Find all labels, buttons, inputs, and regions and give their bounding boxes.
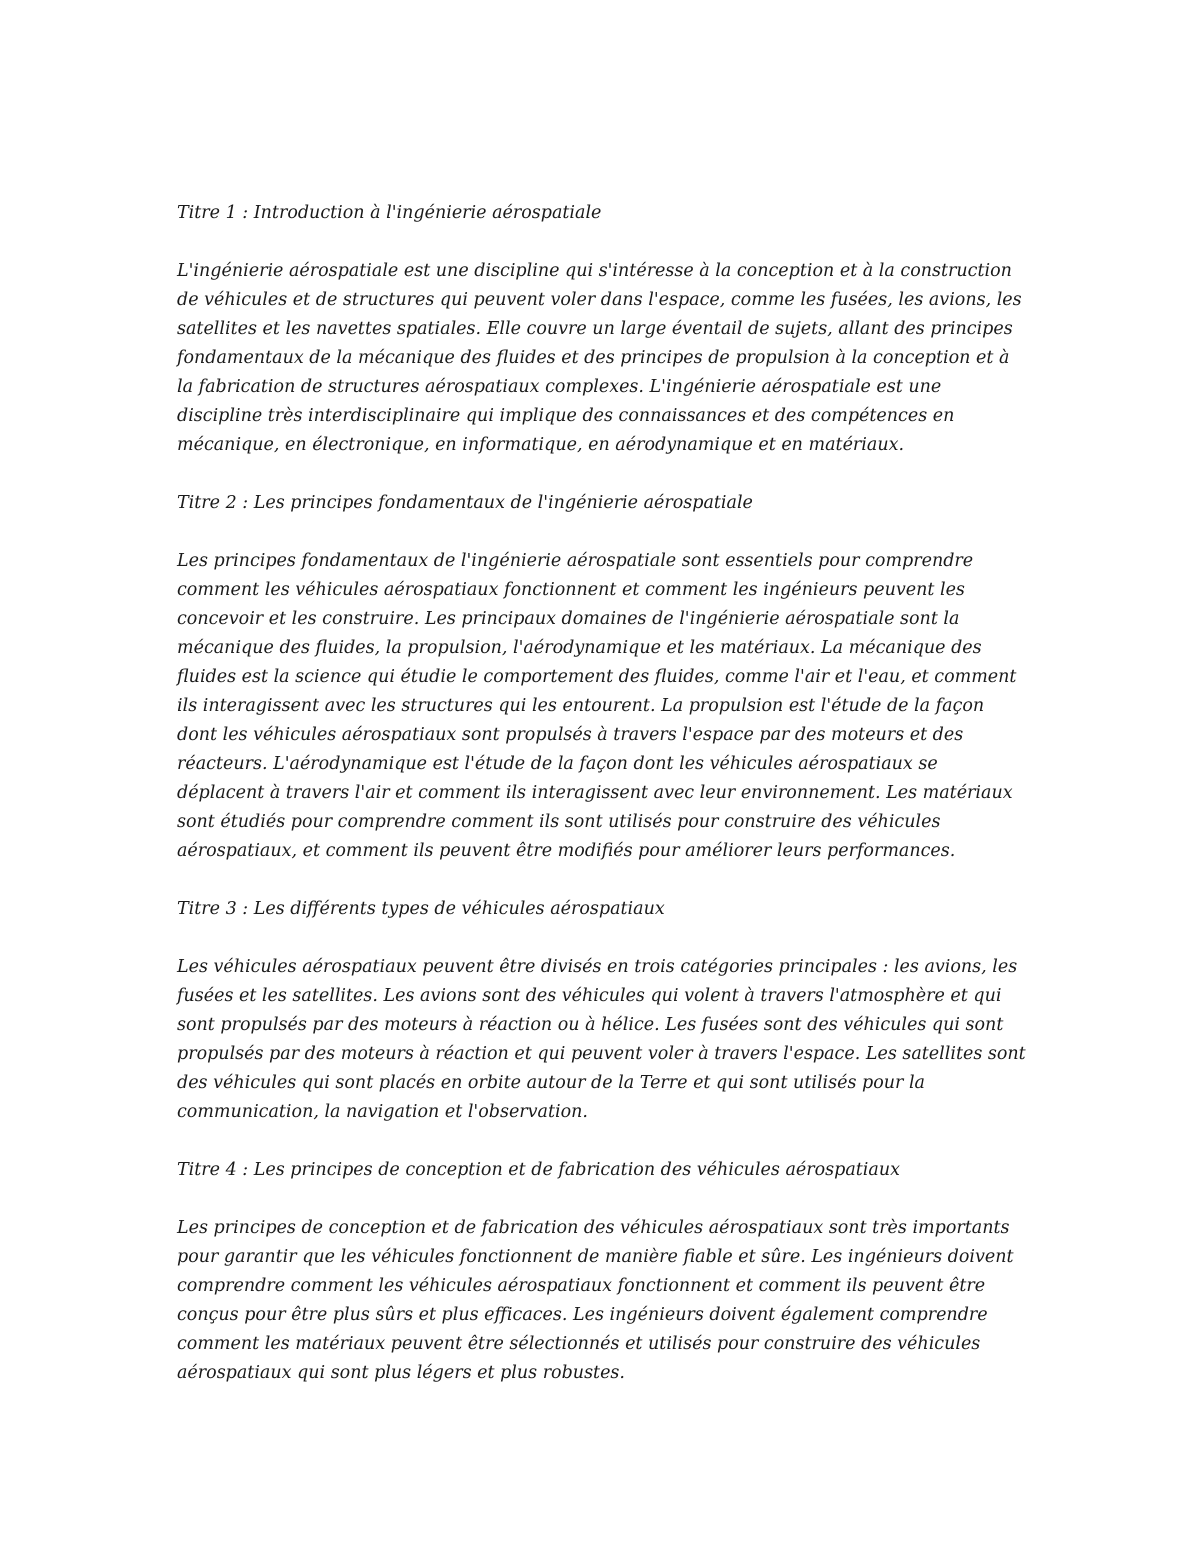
section-2-title: Titre 2 : Les principes fondamentaux de l'ingénierie aérospatiale <box>177 493 753 513</box>
document-body <box>177 199 1027 1417</box>
section-1-paragraph: L'ingénierie aérospatiale est une discipline qui s'intéresse à la conception et à la construction de véhicules et de structures qui peuvent voler dans l'espace, comme les fusées, les avions, les satellites et les navettes spatiales. Elle couvre un large éventail de sujets, allant des principes fondamentaux de la mécanique des fluides et des principes de propulsion à la conception et à la fabrication de structures aérospatiaux complexes. L'ingénierie aérospatiale est une discipline très interdisciplinaire qui implique des connaissances et des compétences en mécanique, en électronique, en informatique, en aérodynamique et en matériaux. <box>177 261 1022 455</box>
section-4-title: Titre 4 : Les principes de conception et de fabrication des véhicules aérospatiaux <box>177 1160 900 1180</box>
section-2-paragraph: Les principes fondamentaux de l'ingénierie aérospatiale sont essentiels pour comprendre comment les véhicules aérospatiaux fonctionnent et comment les ingénieurs peuvent les concevoir et les construire. Les principaux domaines de l'ingénierie aérospatiale sont la mécanique des fluides, la propulsion, l'aérodynamique et les matériaux. La mécanique des fluides est la science qui étudie le comportement des fluides, comme l'air et l'eau, et comment ils interagissent avec les structures qui les entourent. La propulsion est l'étude de la façon dont les véhicules aérospatiaux sont propulsés à travers l'espace par des moteurs et des réacteurs. L'aérodynamique est l'étude de la façon dont les véhicules aérospatiaux se déplacent à travers l'air et comment ils interagissent avec leur environnement. Les matériaux sont étudiés pour comprendre comment ils sont utilisés pour construire des véhicules aérospatiaux, et comment ils peuvent être modifiés pour améliorer leurs performances. <box>177 551 1017 861</box>
section-4-paragraph: Les principes de conception et de fabrication des véhicules aérospatiaux sont très importants pour garantir que les véhicules fonctionnent de manière fiable et sûre. Les ingénieurs doivent comprendre comment les véhicules aérospatiaux fonctionnent et comment ils peuvent être conçus pour être plus sûrs et plus efficaces. Les ingénieurs doivent également comprendre comment les matériaux peuvent être sélectionnés et utilisés pour construire des véhicules aérospatiaux qui sont plus légers et plus robustes. <box>177 1218 1014 1383</box>
section-3-paragraph: Les véhicules aérospatiaux peuvent être divisés en trois catégories principales : les avions, les fusées et les satellites. Les avions sont des véhicules qui volent à travers l'atmosphère et qui sont propulsés par des moteurs à réaction ou à hélice. Les fusées sont des véhicules qui sont propulsés par des moteurs à réaction et qui peuvent voler à travers l'espace. Les satellites sont des véhicules qui sont placés en orbite autour de la Terre et qui sont utilisés pour la communication, la navigation et l'observation. <box>177 957 1026 1122</box>
section-3-title: Titre 3 : Les différents types de véhicules aérospatiaux <box>177 899 665 919</box>
section-1-title: Titre 1 : Introduction à l'ingénierie aérospatiale <box>177 203 602 223</box>
